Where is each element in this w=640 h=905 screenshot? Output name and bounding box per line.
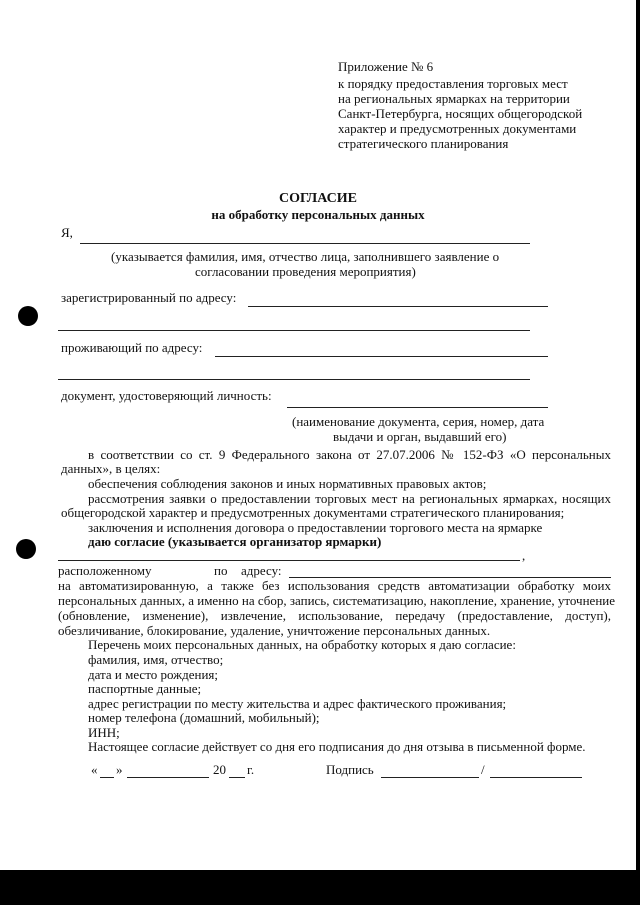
list-item: ИНН; xyxy=(88,725,120,740)
organizer-comma: , xyxy=(522,548,526,563)
located-word: адресу: xyxy=(241,563,282,578)
label-registered: зарегистрированный по адресу: xyxy=(61,290,237,305)
annex-line: Санкт-Петербурга, носящих общегородской xyxy=(338,106,583,121)
document-hint: выдачи и орган, выдавший его) xyxy=(333,429,507,444)
residing-line[interactable] xyxy=(215,356,548,357)
punch-hole xyxy=(16,539,36,559)
registered-line[interactable] xyxy=(248,306,548,307)
annex-line: к порядку предоставления торговых мест xyxy=(338,76,568,91)
law-text: данных», в целях: xyxy=(61,461,161,476)
date-year-suffix: г. xyxy=(247,762,255,777)
signature-name-line[interactable] xyxy=(490,777,582,778)
processing-text: обезличивание, блокирование, удаление, уничтожение персональных данных. xyxy=(58,623,491,638)
signature-label: Подпись xyxy=(326,762,374,777)
consent-text: даю согласие (указывается организатор ярмарки) xyxy=(88,534,382,549)
name-line[interactable] xyxy=(80,243,530,244)
annex-line: на региональных ярмарках на территории xyxy=(338,91,570,106)
date-year-prefix: 20 xyxy=(213,762,226,777)
label-ya: Я, xyxy=(61,225,73,240)
processing-text: (обновление, изменение), извлечение, использование, передачу (предоставление, доступ), xyxy=(58,608,611,623)
date-day-line[interactable] xyxy=(100,777,114,778)
list-item: номер телефона (домашний, мобильный); xyxy=(88,710,320,725)
residing-line-2[interactable] xyxy=(58,379,530,380)
purpose-item: рассмотрения заявки о предоставлении торговых мест на региональных ярмарках, носящих xyxy=(88,491,611,506)
label-residing: проживающий по адресу: xyxy=(61,340,203,355)
name-hint: (указывается фамилия, имя, отчество лица, заполнившего заявление о xyxy=(111,249,500,264)
processing-text: персональных данных, а именно на сбор, запись, систематизацию, накопление, хранение, уточнение xyxy=(58,593,616,608)
document-subtitle: на обработку персональных данных xyxy=(211,207,425,222)
list-item: фамилия, имя, отчество; xyxy=(88,652,224,667)
signature-line[interactable] xyxy=(381,777,479,778)
located-word: расположенному xyxy=(58,563,152,578)
date-year-line[interactable] xyxy=(229,777,245,778)
document-hint: (наименование документа, серия, номер, дата xyxy=(292,414,545,429)
validity-text: Настоящее согласие действует со дня его подписания до дня отзыва в письменной форме. xyxy=(88,739,586,754)
purpose-item: общегородской характер и предусмотренных документами стратегического планирования; xyxy=(61,505,565,520)
document-line[interactable] xyxy=(287,407,548,408)
processing-text: на автоматизированную, а также без использования средств автоматизации обработку моих xyxy=(58,578,611,593)
annex-line: характер и предусмотренных документами xyxy=(338,121,577,136)
located-word: по xyxy=(214,563,228,578)
name-hint: согласовании проведения мероприятия) xyxy=(195,264,416,279)
purpose-item: заключения и исполнения договора о предоставлении торгового места на ярмарке xyxy=(88,520,543,535)
registered-line-2[interactable] xyxy=(58,330,530,331)
law-text: в соответствии со ст. 9 Федерального закона от 27.07.2006 № 152-ФЗ «О персональных xyxy=(88,447,611,462)
purpose-item: обеспечения соблюдения законов и иных нормативных правовых актов; xyxy=(88,476,487,491)
list-item: паспортные данные; xyxy=(88,681,202,696)
annex-line: стратегического планирования xyxy=(338,136,509,151)
list-item: адрес регистрации по месту жительства и адрес фактического проживания; xyxy=(88,696,507,711)
label-document: документ, удостоверяющий личность: xyxy=(61,388,272,403)
date-month-line[interactable] xyxy=(127,777,209,778)
date-quote-close: » xyxy=(116,762,123,777)
punch-hole xyxy=(18,306,38,326)
date-quote-open: « xyxy=(91,762,98,777)
signature-slash: / xyxy=(481,762,485,777)
document-title: СОГЛАСИЕ xyxy=(279,191,357,206)
list-intro: Перечень моих персональных данных, на обработку которых я даю согласие: xyxy=(88,637,516,652)
annex-number: Приложение № 6 xyxy=(338,59,434,74)
organizer-line[interactable] xyxy=(58,560,520,561)
list-item: дата и место рождения; xyxy=(88,667,219,682)
